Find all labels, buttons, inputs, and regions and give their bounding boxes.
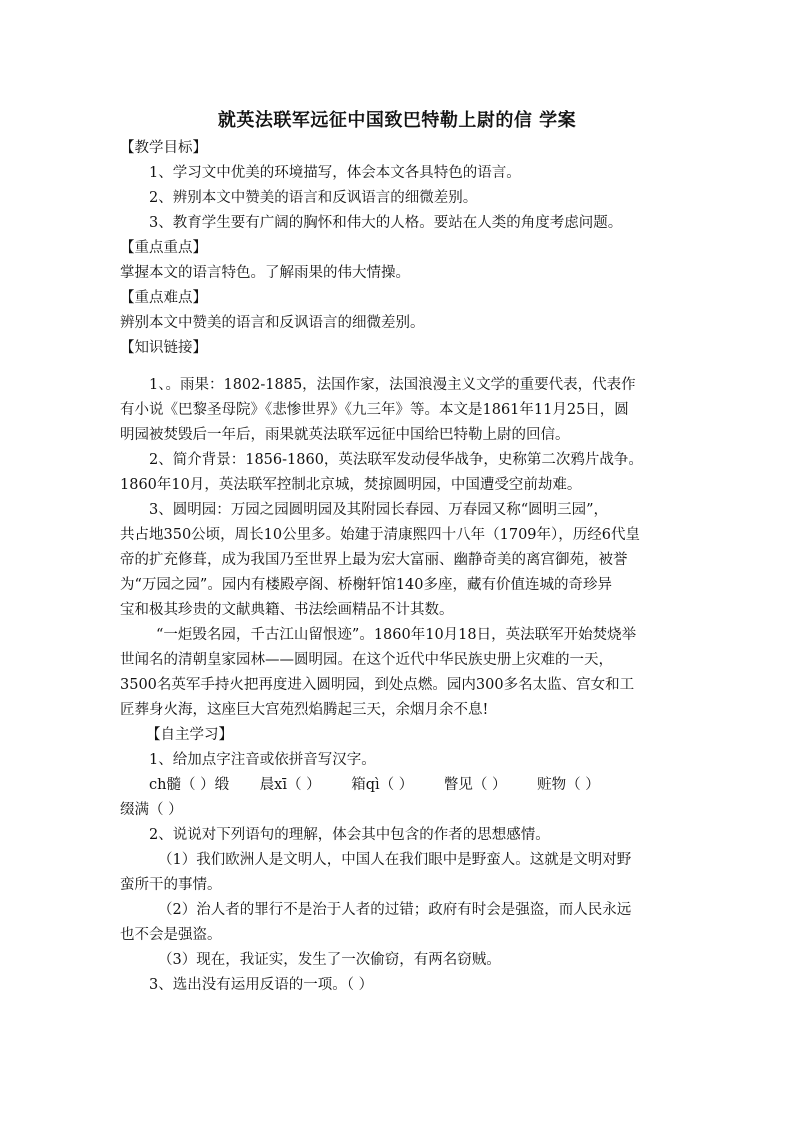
document-title: 就英法联军远征中国致巴特勒上尉的信 学案 [217,110,577,131]
section-heading-knowledge: 【知识链接】 [120,340,207,356]
goal-item: 2、辨别本文中赞美的语言和反讽语言的细微差别。 [149,190,478,206]
paragraph-line: 1860年10月，英法联军控制北京城，焚掠圆明园，中国遭受空前劫难。 [120,477,582,493]
section-heading-goals: 【教学目标】 [120,140,207,156]
paragraph-line: 1、。雨果：1802-1885，法国作家，法国浪漫主义文学的重要代表，代表作 [149,377,636,393]
question-1: 1、给加点字注音或依拼音写汉字。 [149,752,376,768]
paragraph-line: 2、简介背景：1856-1860，英法联军发动侵华战争，史称第二次鸦片战争。 [149,452,643,468]
question-2-sentence: （2）治人者的罪行不是治于人者的过错；政府有时会是强盗，而人民永远 [158,902,632,918]
paragraph-line: 明园被焚毁后一年后，雨果就英法联军远征中国给巴特勒上尉的回信。 [120,427,570,443]
paragraph-line: 世闻名的清朝皇家园林——圆明园。在这个近代中华民族史册上灾难的一天， [120,652,613,668]
paragraph-line: 帝的扩充修葺，成为我国乃至世界上最为宏大富丽、幽静奇美的离宫御苑，被誉 [120,552,628,568]
goal-item: 3、教育学生要有广阔的胸怀和伟大的人格。要站在人类的角度考虑问题。 [149,215,623,231]
q1-item: 赃物（ ） [537,777,600,793]
question-2-sentence: 蛮所干的事情。 [120,877,222,893]
section-heading-self-study: 【自主学习】 [146,727,233,743]
section-heading-key: 【重点重点】 [120,240,207,256]
paragraph-line: 3、圆明园：万园之园圆明园及其附园长春园、万春园又称“圆明三园”， [149,502,609,518]
key-text: 掌握本文的语言特色。了解雨果的伟大情操。 [120,265,410,281]
paragraph-line: 为“万园之园”。园内有楼殿亭阁、桥榭轩馆140多座，藏有价值连城的奇珍异 [120,577,612,593]
question-2-sentence: （1）我们欧洲人是文明人，中国人在我们眼中是野蛮人。这就是文明对野 [158,852,632,868]
question-3: 3、选出没有运用反语的一项。（ ） [149,977,374,993]
document-body [120,136,678,361]
q1-item: 箱qì（ ） [351,777,414,793]
question-1-last-item: 缀满（ ） [120,802,183,818]
q1-item: 瞥见（ ） [443,777,507,793]
paragraph-line: 有小说《巴黎圣母院》《悲惨世界》《九三年》等。本文是1861年11月25日，圆 [120,402,629,418]
paragraph-line: 匠葬身火海，这座巨大宫苑烈焰腾起三天，余烟月余不息! [120,702,489,718]
knowledge-block [120,373,680,998]
paragraph-line: 共占地350公顷，周长10公里多。始建于清康熙四十八年（1709年），历经6代皇 [120,527,641,543]
paragraph-line: 宝和极其珍贵的文献典籍、书法绘画精品不计其数。 [120,602,454,618]
question-1-items [120,773,680,798]
goal-item: 1、学习文中优美的环境描写，体会本文各具特色的语言。 [149,165,521,181]
paragraph-line: 3500名英军手持火把再度进入圆明园，到处点燃。园内300多名太监、宫女和工 [120,677,635,693]
q1-item: 晨xī（ ） [259,777,321,793]
paragraph-line: “一炬毁名园，千古江山留恨迹”。1860年10月18日，英法联军开始焚烧举 [156,627,637,643]
question-2-sentence: 也不会是强盗。 [120,927,222,943]
question-2-sentence: （3）现在，我证实，发生了一次偷窃，有两名窃贼。 [158,952,501,968]
difficulty-text: 辨别本文中赞美的语言和反讽语言的细微差别。 [120,315,425,331]
q1-item: ch髓（ ）缎 [149,777,230,793]
question-2: 2、说说对下列语句的理解，体会其中包含的作者的思想感情。 [149,827,550,843]
section-heading-difficulty: 【重点难点】 [120,290,207,306]
